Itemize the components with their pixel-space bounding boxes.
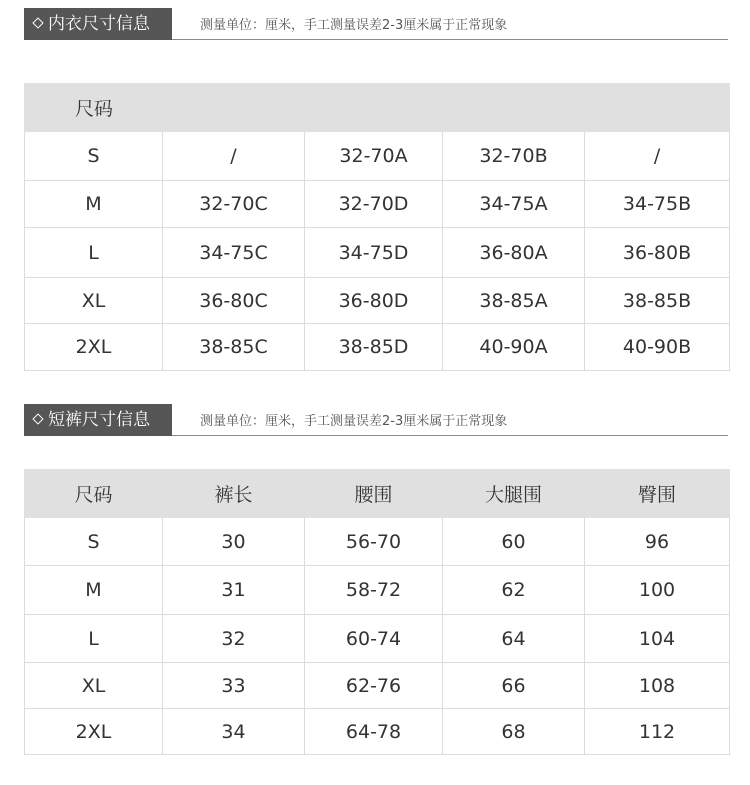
table-cell: 36-80D bbox=[305, 278, 443, 324]
size-cell: L bbox=[25, 228, 163, 278]
table-row bbox=[25, 518, 730, 566]
table-row bbox=[25, 324, 730, 371]
table-row bbox=[25, 663, 730, 709]
table-cell: 34 bbox=[163, 709, 305, 755]
table-cell: 40-90A bbox=[443, 324, 585, 371]
table-cell: 40-90B bbox=[585, 324, 730, 371]
bra-size-table bbox=[24, 83, 730, 371]
size-cell: S bbox=[25, 132, 163, 181]
column-header-hip: 臀围 bbox=[585, 470, 730, 518]
bra-section-divider bbox=[172, 39, 728, 40]
table-cell: 30 bbox=[163, 518, 305, 566]
table-cell: 32-70B bbox=[443, 132, 585, 181]
size-cell: XL bbox=[25, 278, 163, 324]
table-cell: 32-70D bbox=[305, 181, 443, 228]
table-cell: 62-76 bbox=[305, 663, 443, 709]
table-cell: 34-75D bbox=[305, 228, 443, 278]
table-cell: 31 bbox=[163, 566, 305, 615]
shorts-section-title: 短裤尺寸信息 bbox=[48, 410, 150, 430]
table-cell: 32-70C bbox=[163, 181, 305, 228]
table-row bbox=[25, 278, 730, 324]
table-cell: 34-75A bbox=[443, 181, 585, 228]
table-row bbox=[25, 132, 730, 181]
table-cell: 108 bbox=[585, 663, 730, 709]
table-cell: 32 bbox=[163, 615, 305, 663]
table-cell: 112 bbox=[585, 709, 730, 755]
table-cell: 38-85A bbox=[443, 278, 585, 324]
column-header-thigh: 大腿围 bbox=[443, 470, 585, 518]
table-header-row bbox=[25, 470, 730, 518]
table-cell: 36-80C bbox=[163, 278, 305, 324]
table-cell: 60-74 bbox=[305, 615, 443, 663]
table-cell: 64-78 bbox=[305, 709, 443, 755]
table-cell: / bbox=[163, 132, 305, 181]
table-cell: 100 bbox=[585, 566, 730, 615]
diamond-icon bbox=[32, 413, 43, 424]
table-cell: 38-85B bbox=[585, 278, 730, 324]
bra-section-header bbox=[24, 8, 728, 40]
table-cell: 34-75C bbox=[163, 228, 305, 278]
table-cell: 64 bbox=[443, 615, 585, 663]
size-cell: M bbox=[25, 566, 163, 615]
table-row bbox=[25, 615, 730, 663]
table-cell: 36-80B bbox=[585, 228, 730, 278]
table-row bbox=[25, 709, 730, 755]
shorts-section-header bbox=[24, 404, 728, 436]
table-cell: / bbox=[585, 132, 730, 181]
table-cell: 38-85D bbox=[305, 324, 443, 371]
table-cell: 104 bbox=[585, 615, 730, 663]
table-row bbox=[25, 181, 730, 228]
bra-header-size-label: 尺码 bbox=[25, 84, 730, 132]
size-cell: M bbox=[25, 181, 163, 228]
table-cell: 62 bbox=[443, 566, 585, 615]
shorts-measurement-note: 测量单位：厘米，手工测量误差2-3厘米属于正常现象 bbox=[200, 414, 508, 429]
size-cell: XL bbox=[25, 663, 163, 709]
table-cell: 32-70A bbox=[305, 132, 443, 181]
shorts-size-table bbox=[24, 469, 730, 755]
table-row bbox=[25, 228, 730, 278]
table-row bbox=[25, 566, 730, 615]
table-cell: 36-80A bbox=[443, 228, 585, 278]
shorts-section-divider bbox=[172, 435, 728, 436]
shorts-section-tag bbox=[24, 404, 172, 436]
table-cell: 56-70 bbox=[305, 518, 443, 566]
table-cell: 38-85C bbox=[163, 324, 305, 371]
table-cell: 96 bbox=[585, 518, 730, 566]
column-header-size: 尺码 bbox=[25, 470, 163, 518]
table-cell: 68 bbox=[443, 709, 585, 755]
bra-measurement-note: 测量单位：厘米，手工测量误差2-3厘米属于正常现象 bbox=[200, 18, 508, 33]
table-cell: 60 bbox=[443, 518, 585, 566]
table-cell: 33 bbox=[163, 663, 305, 709]
column-header-waist: 腰围 bbox=[305, 470, 443, 518]
bra-section-title: 内衣尺寸信息 bbox=[48, 14, 150, 34]
column-header-length: 裤长 bbox=[163, 470, 305, 518]
size-cell: L bbox=[25, 615, 163, 663]
size-cell: S bbox=[25, 518, 163, 566]
table-header-row bbox=[25, 84, 730, 132]
diamond-icon bbox=[32, 17, 43, 28]
table-cell: 34-75B bbox=[585, 181, 730, 228]
table-cell: 66 bbox=[443, 663, 585, 709]
size-cell: 2XL bbox=[25, 324, 163, 371]
size-cell: 2XL bbox=[25, 709, 163, 755]
bra-section-tag bbox=[24, 8, 172, 40]
table-cell: 58-72 bbox=[305, 566, 443, 615]
